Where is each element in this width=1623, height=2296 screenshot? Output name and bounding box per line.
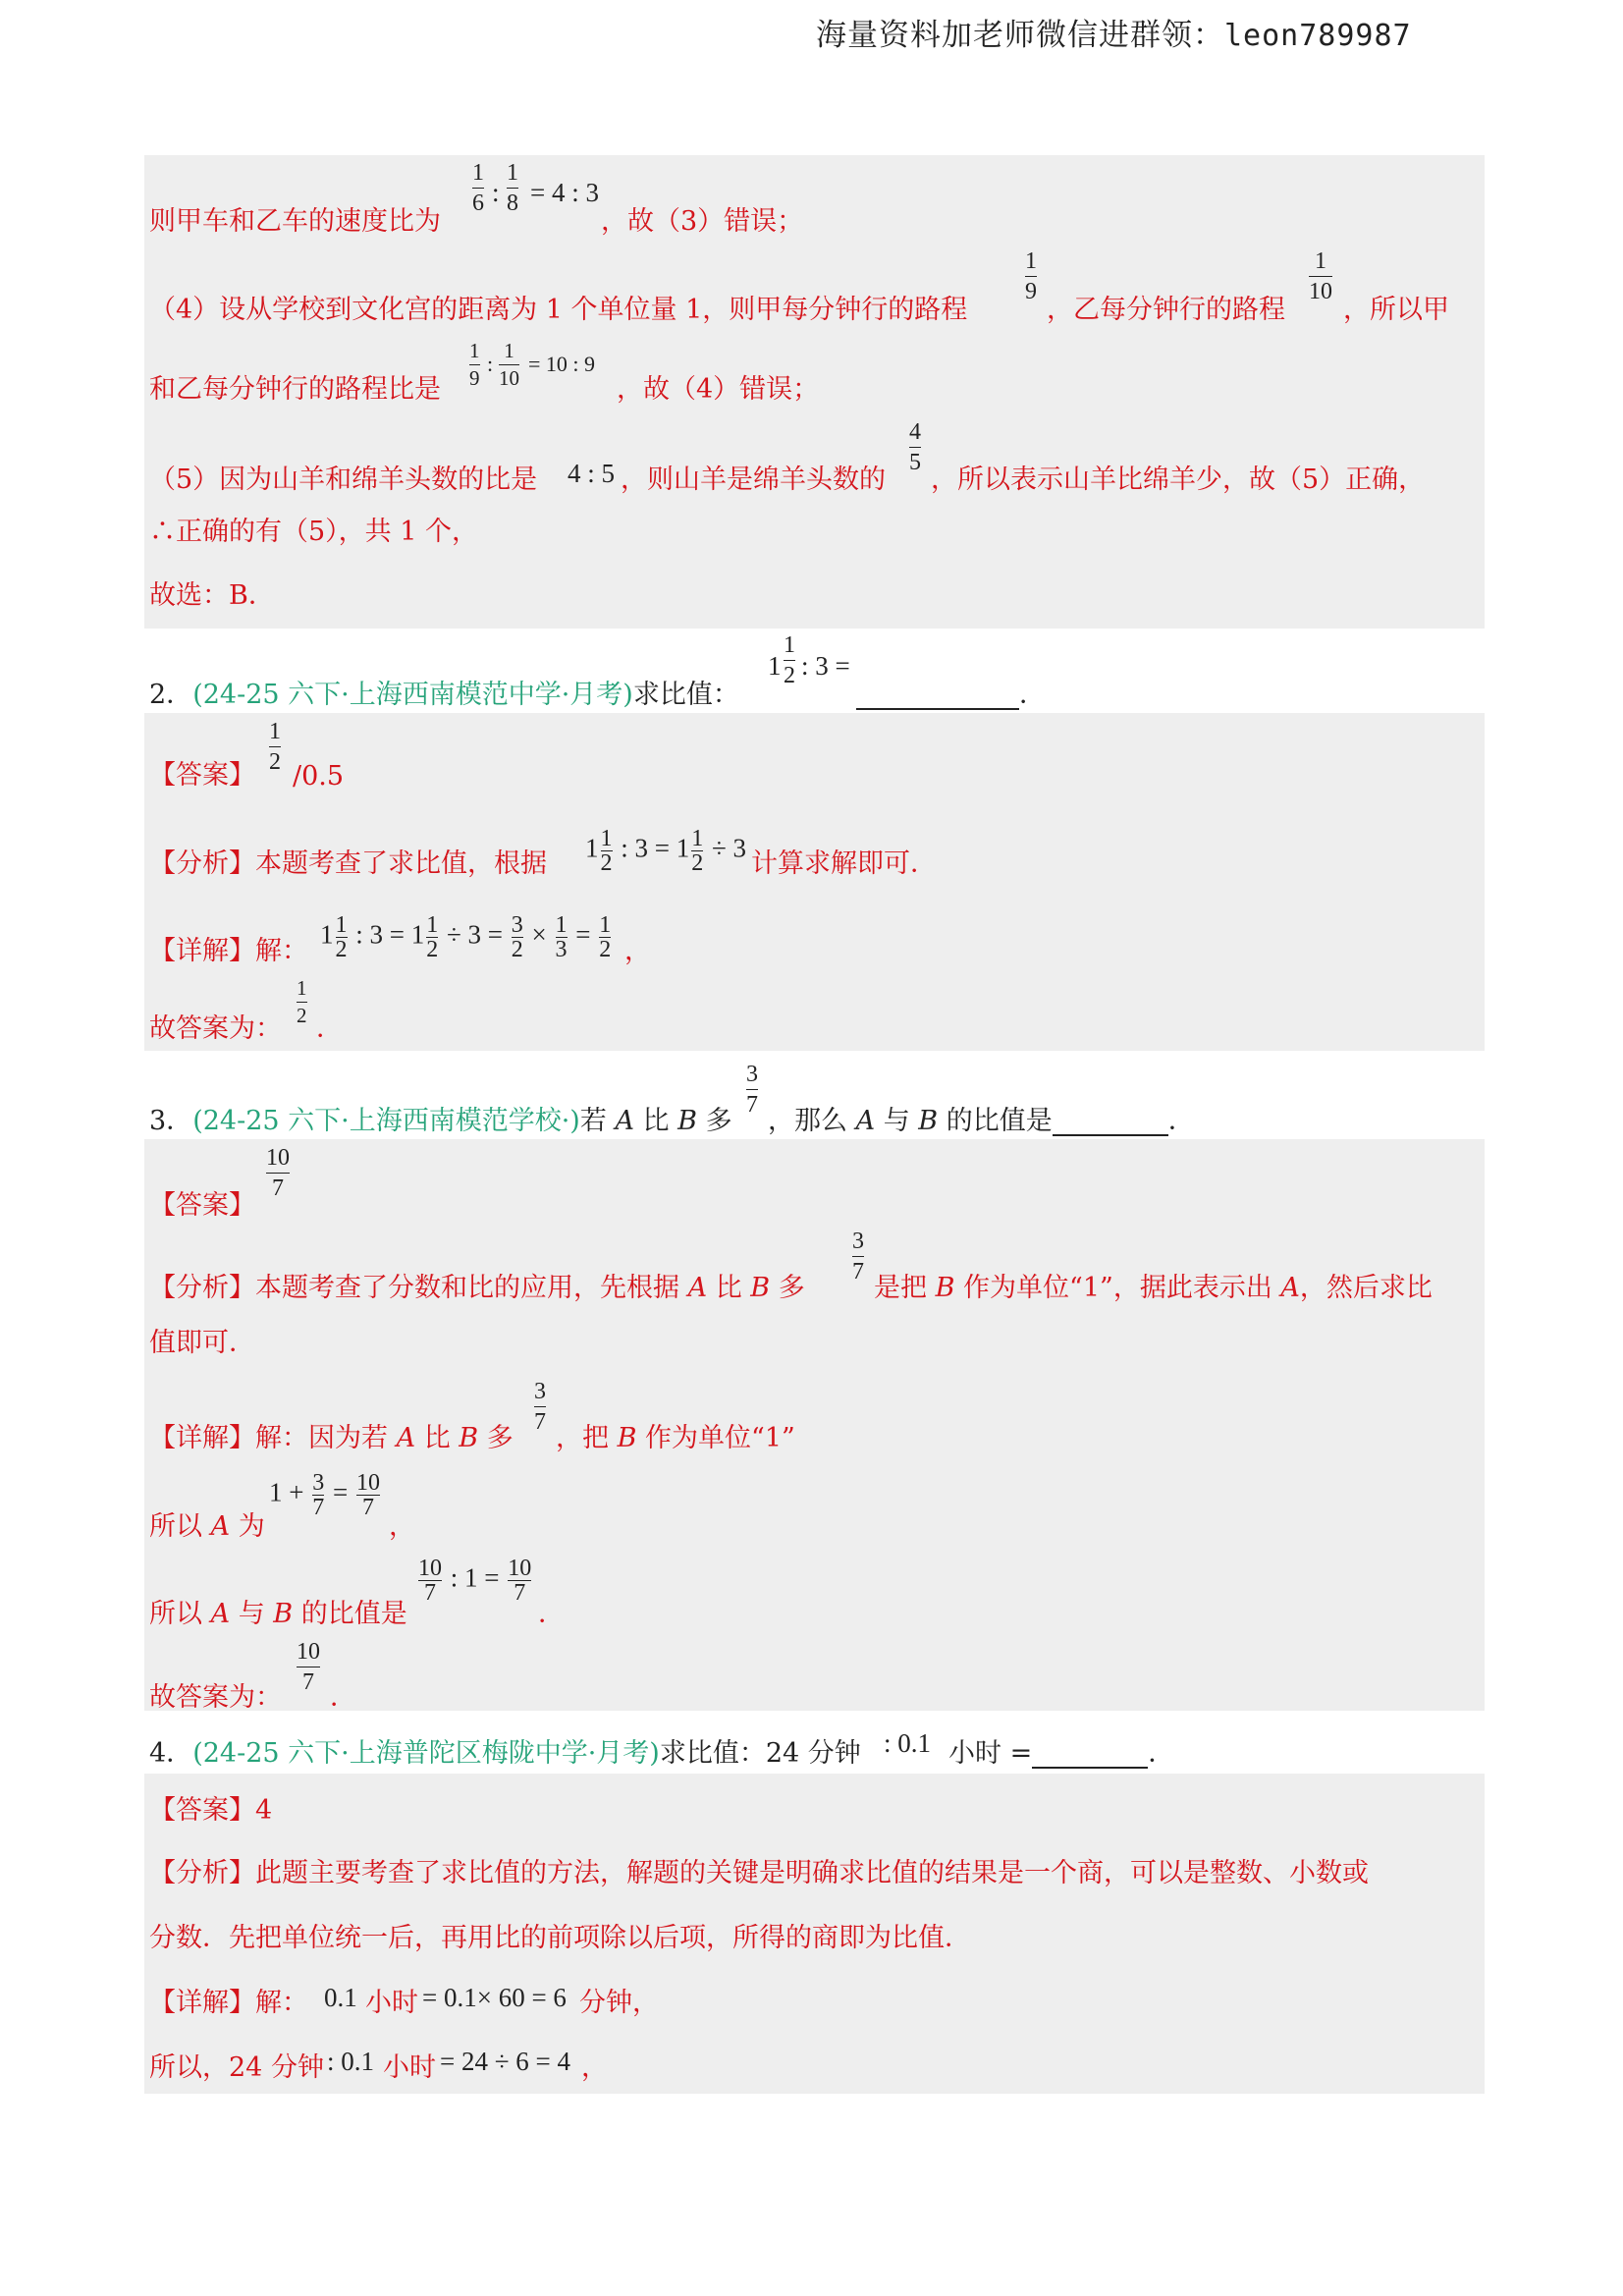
q2-analysis-post: 计算求解即可．: [751, 848, 937, 879]
q2-expr-rest: : 3 =: [801, 651, 850, 681]
answer-block-2: [144, 713, 1485, 1051]
q4-detail: 【详解】解：: [149, 1988, 308, 2018]
fraction-1-9-b: 1 9: [469, 339, 480, 390]
q2-source: (24-25 六下·上海西南模范中学·月考): [192, 680, 633, 710]
q4-question-post: 小时 = ．: [948, 1738, 1175, 1769]
q3-answer: 【答案】: [149, 1190, 255, 1221]
q4-detail-expr: = 0.1× 60 = 6: [422, 1983, 567, 2012]
question-3: 3．(24-25 六下·上海西南模范学校·)若 A 比 B 多: [149, 1106, 732, 1136]
q4-final-expr2: = 24 ÷ 6 = 4: [440, 2047, 571, 2076]
q3-detail-fraction: 3 7: [534, 1379, 546, 1435]
q2-final: 故答案为：: [149, 1013, 282, 1044]
q2-analysis-expr: 1 $\frac{1}{2}$ : 3 = 1 $\frac{1}{2}$ ÷ 3: [585, 826, 747, 876]
q2-answer-alt: /0.5: [293, 761, 345, 792]
header-text: 海量资料加老师微信进群领：: [816, 18, 1224, 53]
question-2: [149, 682, 739, 708]
fraction-1-10: 1 10: [1309, 248, 1332, 304]
q3-source: (24-25 六下·上海西南模范学校·): [192, 1106, 580, 1136]
block1-line-4: （5）因为山羊和绵羊头数的比是: [149, 465, 538, 495]
q4-final-unit: 小时: [383, 2052, 436, 2083]
fraction-1-9: 1 9: [1025, 248, 1037, 304]
q2-number: 2．: [149, 680, 193, 710]
block1-line-6: 故选：B．: [149, 580, 275, 611]
q4-final-post: ，: [581, 2052, 608, 2083]
q3-line-a: 所以 A 为: [149, 1511, 265, 1542]
q2-answer: 【答案】: [149, 760, 255, 791]
q2-detail: 【详解】解：: [149, 936, 308, 966]
q3-question-post: ，那么 A 与 B 的比值是 ．: [768, 1106, 1195, 1136]
ratio-colon-b: :: [487, 352, 494, 376]
q3-analysis: 【分析】本题考查了分数和比的应用，先根据 A 比 B 多: [149, 1273, 805, 1303]
ratio-4-5: 4 : 5: [568, 459, 616, 488]
header-wechat: leon789987: [1224, 19, 1412, 53]
q2-detail-expr: 1 $\frac{1}{2}$ : 3 = 1 $\frac{1}{2}$ ÷ 3 = $\frac{3}{2}$ × $\frac{1}{3}$ = $\frac{1}{2}$: [320, 912, 612, 962]
q2-analysis: 【分析】本题考查了求比值，根据: [149, 848, 547, 879]
q3-expr-a: 1 + $\frac{3}{7}$ = $\frac{10}{7}$: [269, 1470, 380, 1520]
q3-analysis-line-2: 值即可．: [149, 1328, 255, 1358]
q4-analysis-line-2: 分数．先把单位统一后，再用比的前项除以后项，所得的商即为比值．: [149, 1923, 971, 1953]
block1-line-2: （4）设从学校到文化宫的距离为 1 个单位量 1，则甲每分钟行的路程: [149, 295, 968, 325]
page-header: [816, 10, 1412, 54]
q3-fraction-3-7: 3 7: [746, 1062, 758, 1118]
q3-line-a-post: ，: [389, 1511, 415, 1542]
fraction-1-6: 1 6: [472, 160, 484, 216]
q4-answer: 【答案】4: [149, 1795, 273, 1826]
q3-line-ratio-post: ．: [538, 1599, 565, 1629]
q3-final-post: ．: [330, 1682, 356, 1713]
block1-line-1: 则甲车和乙车的速度比为: [149, 206, 441, 237]
block1-line-3-post: ，故（4）错误；: [617, 374, 820, 405]
q2-blank: ．: [856, 682, 1046, 710]
block1-line-1-post: ，故（3）错误；: [601, 206, 804, 237]
q4-source: (24-25 六下·上海普陀区梅陇中学·月考): [192, 1738, 660, 1769]
q4-line-final: 所以，24 分钟: [149, 2052, 324, 2083]
q3-final: 故答案为：: [149, 1682, 282, 1713]
q2-text: 求比值：: [632, 680, 739, 710]
block1-line-3: 和乙每分钟行的路程比是: [149, 374, 441, 405]
q2-answer-fraction: 1 2: [269, 719, 281, 775]
q3-line-ratio: 所以 A 与 B 的比值是: [149, 1599, 407, 1629]
q3-expr-ratio: $\frac{10}{7}$ : 1 = $\frac{10}{7}$: [418, 1556, 532, 1606]
q3-answer-fraction: 10 7: [266, 1145, 290, 1201]
q3-detail-post: ，把 B 作为单位“1”: [556, 1423, 795, 1453]
q2-detail-post: ，: [624, 936, 651, 966]
q2-expr-fraction: 1 2: [784, 632, 795, 688]
ratio-colon: :: [492, 178, 500, 207]
ratio-result: = 4 : 3: [530, 178, 599, 207]
q4-expr: : 0.1: [884, 1728, 932, 1758]
block1-line-2-mid: ，乙每分钟行的路程: [1047, 295, 1285, 325]
q4-detail-unit2: 分钟，: [579, 1988, 659, 2018]
q4-detail-unit1: 小时: [365, 1988, 418, 2018]
q3-analysis-fraction: 3 7: [852, 1229, 864, 1285]
q2-final-fraction: 1 2: [297, 976, 307, 1027]
q3-detail: 【详解】解：因为若 A 比 B 多: [149, 1423, 514, 1453]
ratio-result-b: = 10 : 9: [528, 352, 596, 376]
fraction-1-10-b: 1 10: [499, 339, 519, 390]
block1-line-5: ∴正确的有（5），共 1 个，: [149, 517, 479, 547]
q4-detail-v1: 0.1: [324, 1983, 357, 2012]
block1-line-4-post: ，所以表示山羊比绵羊少，故（5）正确，: [931, 465, 1426, 495]
fraction-4-5: 4 5: [909, 419, 921, 475]
q4-blank: [1032, 1740, 1148, 1769]
block1-line-2-post: ，所以甲: [1343, 295, 1449, 325]
q2-expr-whole: 1: [768, 651, 782, 681]
question-4: 4．(24-25 六下·上海普陀区梅陇中学·月考)求比值：24 分钟: [149, 1738, 861, 1769]
q4-final-expr1: : 0.1: [327, 2047, 375, 2076]
q3-blank: [1053, 1108, 1168, 1136]
q2-final-post: ．: [316, 1013, 343, 1044]
q3-final-fraction: 10 7: [297, 1639, 320, 1695]
q4-analysis: 【分析】此题主要考查了求比值的方法，解题的关键是明确求比值的结果是一个商，可以是整数、小数或: [149, 1858, 1369, 1888]
fraction-1-8: 1 8: [507, 160, 518, 216]
q3-analysis-post: 是把 B 作为单位“1”，据此表示出 A，然后求比: [874, 1273, 1433, 1303]
block1-line-4-mid: ，则山羊是绵羊头数的: [621, 465, 886, 495]
